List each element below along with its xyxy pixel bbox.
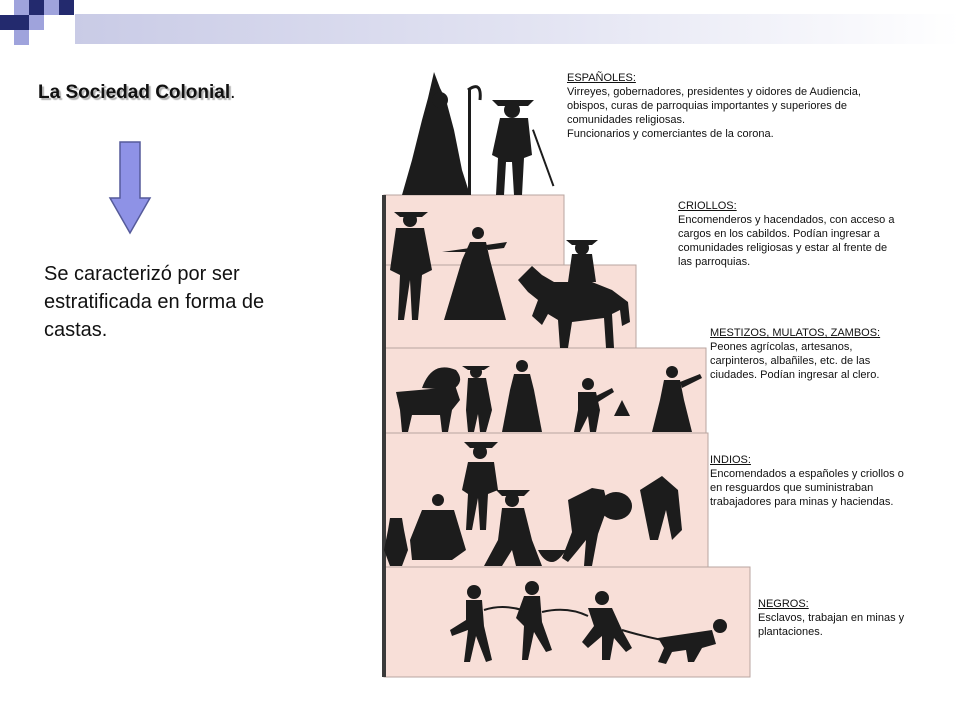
deco-square — [14, 15, 29, 30]
header-gradient-bar — [75, 14, 960, 44]
deco-square — [29, 0, 44, 15]
level-label-negros — [758, 597, 953, 639]
level-heading: NEGROS: — [758, 598, 809, 610]
deco-square — [0, 15, 15, 30]
deco-square — [59, 0, 74, 15]
level-label-indios — [710, 453, 950, 509]
level-label-espanoles — [567, 71, 907, 141]
level-label-criollos — [678, 199, 948, 269]
level-description-line: trabajadores para minas y haciendas. — [710, 496, 894, 508]
level-description-line: Funcionarios y comerciantes de la corona. — [567, 128, 774, 140]
deco-square — [14, 30, 29, 45]
level-description-line: obispos, curas de parroquias importantes y superiores de — [567, 100, 848, 112]
down-arrow-icon — [108, 140, 152, 236]
level-description-line: Esclavos, trabajan en minas y — [758, 612, 905, 624]
level-label-mestizos — [710, 326, 950, 382]
level-description-line: Encomendados a españoles y criollos o — [710, 468, 904, 480]
deco-square — [29, 15, 44, 30]
level-description-line: ciudades. Podían ingresar al clero. — [710, 369, 880, 381]
slide-title: La Sociedad Colonial. — [38, 82, 236, 103]
level-description-line: plantaciones. — [758, 626, 823, 638]
level-heading: MESTIZOS, MULATOS, ZAMBOS: — [710, 327, 881, 339]
deco-square — [14, 0, 29, 15]
slide-body-text: Se caracterizó por ser estratificada en forma de castas. — [44, 263, 265, 341]
level-heading: ESPAÑOLES: — [567, 72, 636, 84]
level-description-line: Virreyes, gobernadores, presidentes y oidores de Audiencia, — [567, 86, 861, 98]
level-description-line: comunidades religiosas. — [567, 114, 686, 126]
level-heading: INDIOS: — [710, 454, 751, 466]
level-description-line: Encomenderos y hacendados, con acceso a — [678, 214, 895, 226]
level-description-line: las parroquias. — [678, 256, 751, 268]
level-heading: CRIOLLOS: — [678, 200, 737, 212]
deco-square — [44, 0, 59, 15]
level-description-line: Peones agrícolas, artesanos, — [710, 341, 853, 353]
level-description-line: comunidades religiosas y estar al frente de — [678, 242, 888, 254]
caste-pyramid-illustration — [382, 70, 752, 678]
level-description-line: cargos en los cabildos. Podían ingresar a — [678, 228, 880, 240]
espanoles-silhouettes — [402, 72, 554, 195]
level-description-line: en resguardos que suministraban — [710, 482, 874, 494]
level-description-line: carpinteros, albañiles, etc. de las — [710, 355, 871, 367]
